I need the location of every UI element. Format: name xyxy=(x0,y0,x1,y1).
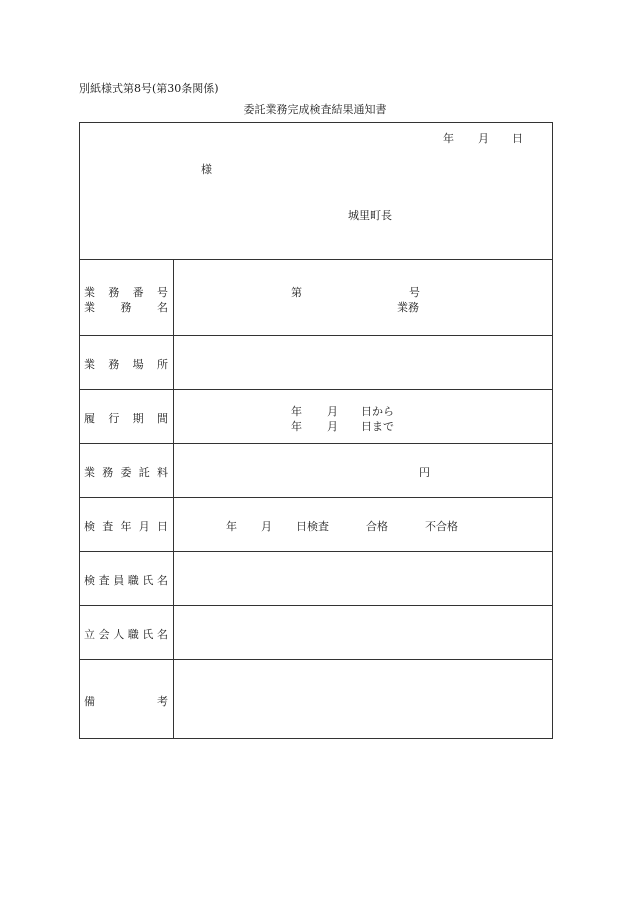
business-name-suffix: 業務 xyxy=(397,301,419,314)
period-to-month: 月 xyxy=(327,420,338,433)
inspector-label: 検 査 員 職 氏 名 xyxy=(84,574,168,587)
row-divider xyxy=(79,335,553,336)
witness-label: 立 会 人 職 氏 名 xyxy=(84,628,168,641)
row-divider xyxy=(79,443,553,444)
issuer-name: 城里町長 xyxy=(348,209,392,222)
row-divider xyxy=(79,605,553,606)
business-number-label: 業 務 番 号 xyxy=(84,286,168,299)
form-table xyxy=(79,122,553,739)
row-divider xyxy=(79,659,553,660)
business-name-label: 業 務 名 xyxy=(84,301,168,314)
period-from-year: 年 xyxy=(291,405,302,418)
inspection-fail: 不合格 xyxy=(425,520,458,533)
business-number-prefix: 第 xyxy=(291,286,302,299)
remarks-label: 備 考 xyxy=(84,695,168,708)
period-from-day: 日から xyxy=(361,405,394,418)
row-divider xyxy=(79,259,553,260)
date-day-label: 日 xyxy=(512,132,523,145)
inspection-year: 年 xyxy=(226,520,237,533)
inspection-month: 月 xyxy=(261,520,272,533)
inspection-pass: 合格 xyxy=(366,520,388,533)
inspection-day: 日検査 xyxy=(296,520,329,533)
period-to-day: 日まで xyxy=(361,420,394,433)
period-from-month: 月 xyxy=(327,405,338,418)
period-to-year: 年 xyxy=(291,420,302,433)
date-month-label: 月 xyxy=(478,132,489,145)
inspection-date-label: 検 査 年 月 日 xyxy=(84,520,168,533)
fee-unit: 円 xyxy=(419,466,430,479)
period-label: 履 行 期 間 xyxy=(84,412,168,425)
form-reference: 別紙様式第8号(第30条関係) xyxy=(79,82,219,95)
location-label: 業 務 場 所 xyxy=(84,358,168,371)
row-divider xyxy=(79,497,553,498)
date-year-label: 年 xyxy=(443,132,454,145)
business-number-suffix: 号 xyxy=(409,286,420,299)
column-divider xyxy=(173,259,174,739)
row-divider xyxy=(79,389,553,390)
addressee-suffix: 様 xyxy=(201,163,212,176)
document-title: 委託業務完成検査結果通知書 xyxy=(243,103,387,116)
row-divider xyxy=(79,551,553,552)
fee-label: 業 務 委 託 料 xyxy=(84,466,168,479)
